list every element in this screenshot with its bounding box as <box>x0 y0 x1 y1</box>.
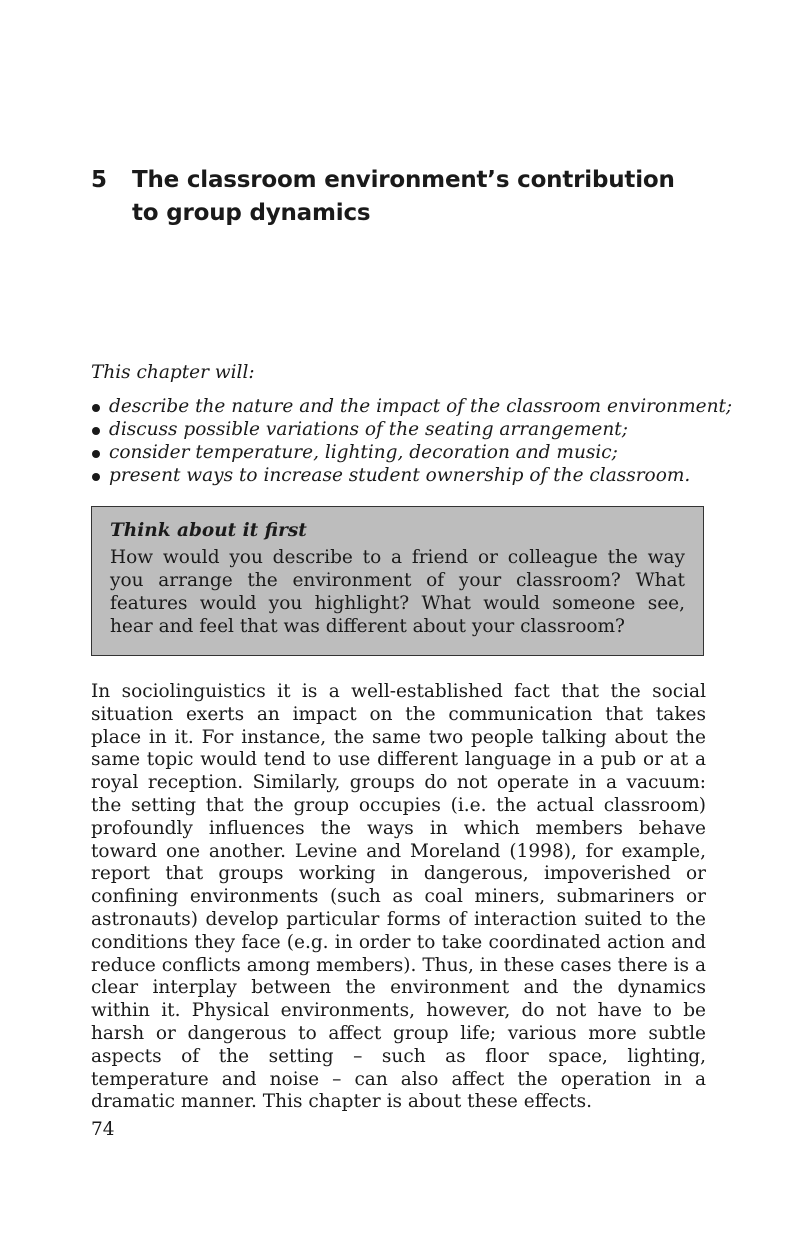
objective-item <box>91 464 706 487</box>
objective-item <box>91 441 706 464</box>
chapter-objectives <box>91 361 733 487</box>
think-box-title: Think about it first <box>110 520 307 541</box>
page-number: 74 <box>91 1119 115 1140</box>
bullet-icon <box>92 450 100 458</box>
think-about-it-box <box>91 506 704 656</box>
chapter-title: The classroom environment’s contribution to group dynamics <box>132 167 675 226</box>
bullet-icon <box>92 473 100 481</box>
chapter-number: 5 <box>91 167 107 193</box>
objective-text: discuss possible variations of the seating arrangement; <box>109 419 628 440</box>
bullet-icon <box>92 427 100 435</box>
objective-text: present ways to increase student ownership of the classroom. <box>109 465 691 486</box>
objectives-lead: This chapter will: <box>91 362 255 383</box>
think-box-text: How would you describe to a friend or colleague the way you arrange the environment of your classroom? What features would you highlight? What would someone see, hear and feel that was different about your classroom? <box>110 547 685 637</box>
bullet-icon <box>92 404 100 412</box>
objective-text: describe the nature and the impact of the classroom environment; <box>109 396 733 417</box>
body-paragraph: In sociolinguistics it is a well-established fact that the social situation exerts an impact on the communication that takes place in it. For instance, the same two people talking about the same topic would tend to use different language in a pub or at a royal reception. Similarly, groups do not operate in a vacuum: the setting that the group occupies (i.e. the actual classroom) profoundly influences the ways in which members behave toward one another. Levine and Moreland (1998), for example, report that groups working in dangerous, impoverished or confining environments (such as coal miners, submariners or astronauts) develop particular forms of interaction suited to the conditions they face (e.g. in order to take coordinated action and reduce conflicts among members). Thus, in these cases there is a clear interplay between the environment and the dynamics within it. Physical environments, however, do not have to be harsh or dangerous to affect group life; various more subtle aspects of the setting – such as floor space, lighting, temperature and noise – can also affect the operation in a dramatic manner. This chapter is about these effects. <box>91 681 706 1113</box>
objective-text: consider temperature, lighting, decoration and music; <box>109 442 618 463</box>
objective-item <box>91 395 733 418</box>
objective-item <box>91 418 706 441</box>
objectives-list <box>91 395 733 487</box>
